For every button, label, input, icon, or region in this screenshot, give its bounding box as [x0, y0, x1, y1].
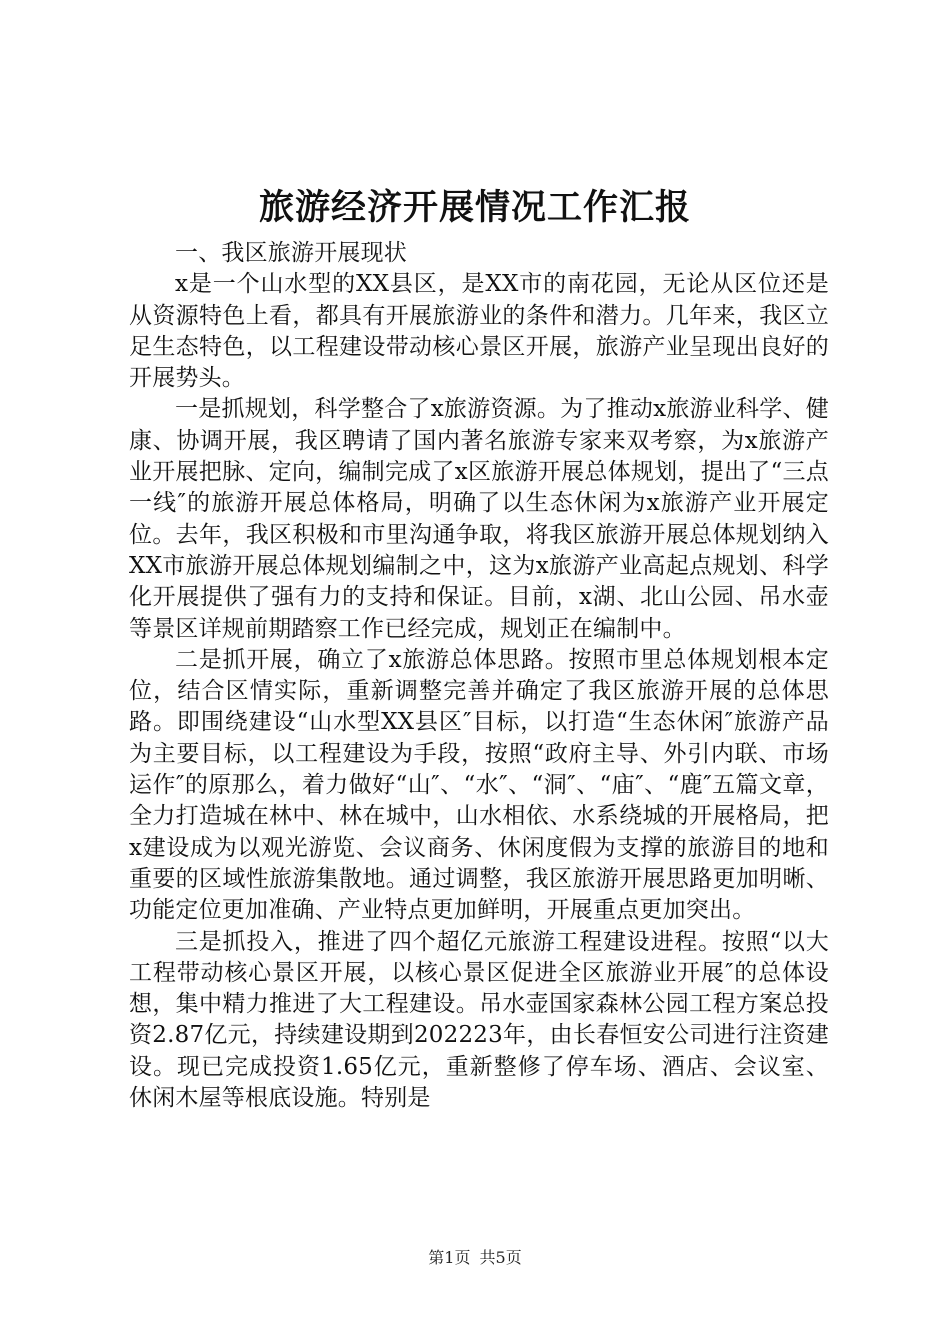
paragraph-intro: x是一个山水型的XX县区，是XX市的南花园，无论从区位还是从资源特色上看，都具有开展旅游业的条件和潜力。几年来，我区立足生态特色，以工程建设带动核心景区开展，旅游产业呈现出良好的开展势头。 [129, 271, 829, 392]
document-title: 旅游经济开展情况工作汇报 [258, 187, 691, 228]
page-total: 共5页 [479, 1248, 522, 1267]
page-number: 第1页 [428, 1248, 471, 1267]
page-footer [0, 1245, 950, 1268]
section-heading: 一、我区旅游开展现状 [175, 240, 407, 266]
document-body [129, 238, 829, 1114]
paragraph-investment: 三是抓投入，推进了四个超亿元旅游工程建设进程。按照“以大工程带动核心景区开展，以核心景区促进全区旅游业开展″的总体设想，集中精力推进了大工程建设。吊水壶国家森林公园工程方案总投资2.87亿元，持续建设期到202223年，由长春恒安公司进行注资建设。现已完成投资1.65亿元，重新整修了停车场、酒店、会议室、休闲木屋等根底设施。特别是 [129, 928, 829, 1112]
paragraph-planning: 一是抓规划，科学整合了x旅游资源。为了推动x旅游业科学、健康、协调开展，我区聘请了国内著名旅游专家来双考察，为x旅游产业开展把脉、定向，编制完成了x区旅游开展总体规划，提出了“三点一线″的旅游开展总体格局，明确了以生态休闲为x旅游产业开展定位。去年，我区积极和市里沟通争取，将我区旅游开展总体规划纳入XX市旅游开展总体规划编制之中，这为x旅游产业高起点规划、科学化开展提供了强有力的支持和保证。目前，x湖、北山公园、吊水壶等景区详规前期踏察工作已经完成，规划正在编制中。 [129, 396, 829, 642]
paragraph-development: 二是抓开展，确立了x旅游总体思路。按照市里总体规划根本定位，结合区情实际，重新调整完善并确定了我区旅游开展的总体思路。即围绕建设“山水型XX县区″目标，以打造“生态休闲″旅游产品为主要目标，以工程建设为手段，按照“政府主导、外引内联、市场运作″的原那么，着力做好“山″、“水″、“洞″、“庙″、“鹿″五篇文章，全力打造城在林中、林在城中，山水相依、水系绕城的开展格局，把x建设成为以观光游览、会议商务、休闲度假为支撑的旅游目的地和重要的区域性旅游集散地。通过调整，我区旅游开展思路更加明晰、功能定位更加准确、产业特点更加鲜明，开展重点更加突出。 [129, 646, 829, 924]
